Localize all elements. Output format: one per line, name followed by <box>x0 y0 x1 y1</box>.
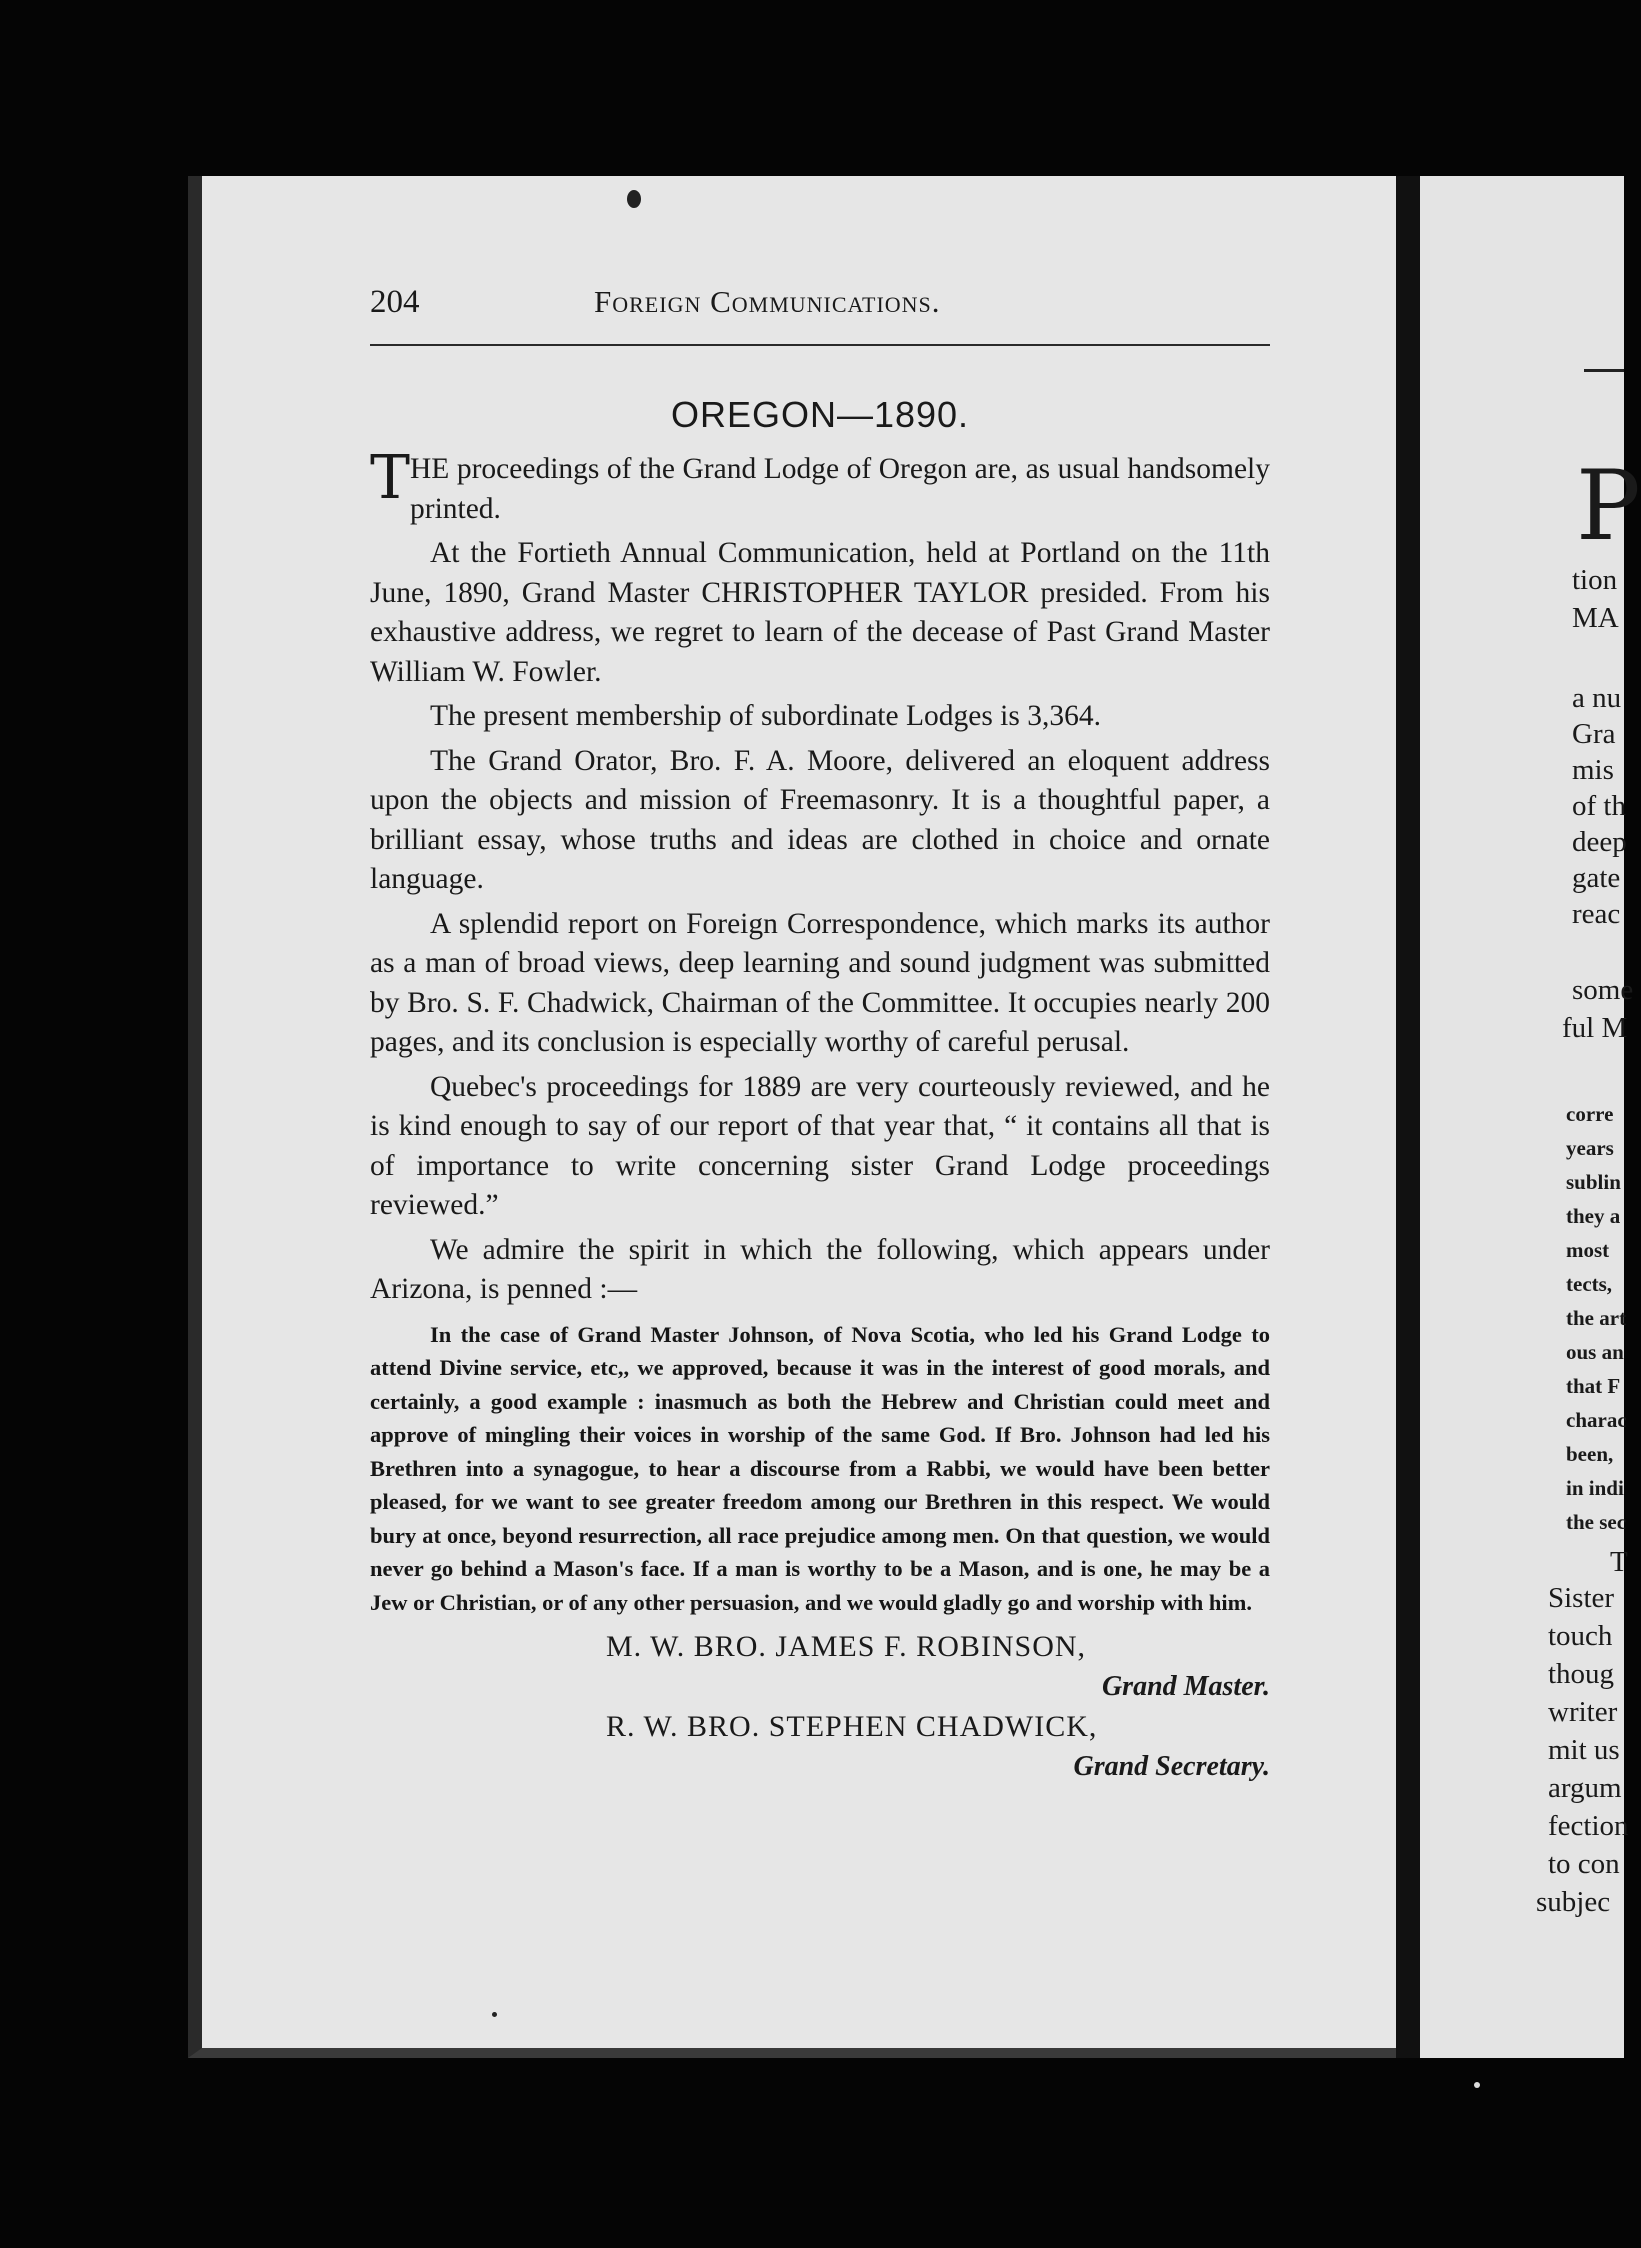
signature-role: Grand Secretary. <box>1073 1751 1270 1782</box>
drop-cap: T <box>370 443 411 513</box>
running-head: Foreign Communications. <box>594 284 941 319</box>
text-fragment: ful M <box>1562 1012 1628 1044</box>
text-fragment: corre <box>1566 1102 1614 1126</box>
text-fragment: ous an <box>1566 1340 1624 1364</box>
text-fragment: subjec <box>1536 1886 1611 1918</box>
article-title: OREGON—1890. <box>670 394 970 435</box>
text-fragment: mit us <box>1548 1734 1620 1766</box>
signature-role-row <box>370 1747 1270 1787</box>
header-rule <box>1584 369 1624 372</box>
text-fragment: of th <box>1572 790 1626 822</box>
text-fragment: a nu <box>1572 682 1622 714</box>
signature-name: M. W. BRO. JAMES F. ROBINSON, <box>606 1630 1087 1663</box>
text-fragment: the sec <box>1566 1510 1627 1534</box>
text-fragment: the art <box>1566 1306 1627 1330</box>
ink-speck <box>492 2012 497 2017</box>
right-page-fragment <box>1420 176 1641 2058</box>
text-fragment: argum <box>1548 1772 1622 1804</box>
signature-role: Grand Master. <box>1101 1671 1270 1702</box>
text-fragment: years <box>1566 1136 1614 1160</box>
paragraph: The Grand Orator, Bro. F. A. Moore, delivered an eloquent address upon the objects and mission of Freemasonry. It is a thoughtful paper, a brilliant essay, whose truths and ideas are clothed in choice and ornate language. <box>370 744 1270 895</box>
text-fragment: MA <box>1572 602 1619 634</box>
signature-name-row <box>370 1707 1270 1747</box>
paragraph: The present membership of subordinate Lodges is 3,364. <box>430 700 1101 732</box>
text-fragment: Sister <box>1548 1582 1615 1614</box>
opening-text: HE proceedings of the Grand Lodge of Oregon are, as usual handsomely printed. <box>410 453 1270 525</box>
page-content <box>370 284 1270 1787</box>
paragraph: We admire the spirit in which the following, which appears under Arizona, is penned :— <box>370 1233 1270 1305</box>
text-fragment: thoug <box>1548 1658 1615 1690</box>
text-fragment: T <box>1610 1546 1628 1578</box>
text-fragment: deep <box>1572 826 1627 858</box>
paragraph: At the Fortieth Annual Communication, held at Portland on the 11th June, 1890, Grand Master CHRISTOPHER TAYLOR presided. From his exhaustive address, we regret to learn of the decease of Past Grand Master William W. Fowler. <box>370 537 1270 688</box>
text-fragment: they a <box>1566 1204 1621 1228</box>
text-fragment: gate <box>1572 862 1621 894</box>
text-fragment: charac <box>1566 1408 1627 1432</box>
text-fragment: most <box>1566 1238 1610 1262</box>
text-fragment: writer <box>1548 1696 1618 1728</box>
block-quote: In the case of Grand Master Johnson, of Nova Scotia, who led his Grand Lodge to attend Divine service, etc,, we approved, because it was in the interest of good morals, and certainly, a good example : inasmuch as both the Hebrew and Christian could meet and approve of mingling their voices in worship of the same God. If Bro. Johnson had led his Brethren into a synagogue, to hear a discourse from a Rabbi, we would have been better pleased, for we want to see greater freedom among our Brethren in this respect. We would bury at once, beyond resurrection, all race prejudice among men. On that question, we would never go behind a Mason's face. If a man is worthy to be a Mason, and is one, he may be a Jew or Christian, or of any other persuasion, and we would gladly go and worship with him. <box>370 1321 1270 1615</box>
text-fragment: Gra <box>1572 718 1616 750</box>
book-gutter <box>1396 176 1420 2058</box>
text-fragment: to con <box>1548 1848 1620 1880</box>
dust-speck <box>1474 2082 1480 2088</box>
signature-role-row <box>370 1667 1270 1707</box>
opening-paragraph <box>370 443 1270 529</box>
page-header <box>370 284 1270 346</box>
drop-cap: P <box>1576 450 1641 562</box>
text-fragment: tion <box>1572 564 1618 596</box>
text-fragment: mis <box>1572 754 1614 786</box>
text-fragment: in indi <box>1566 1476 1624 1500</box>
text-fragment: reac <box>1572 898 1621 930</box>
signature-name-row <box>370 1627 1270 1667</box>
paragraph: A splendid report on Foreign Correspondence, which marks its author as a man of broad views, deep learning and sound judgment was submitted by Bro. S. F. Chadwick, Chairman of the Committee. It occupies nearly 200 pages, and its conclusion is especially worthy of careful perusal. <box>370 907 1270 1058</box>
signature-name: R. W. BRO. STEPHEN CHADWICK, <box>606 1710 1098 1743</box>
text-fragment: been, <box>1566 1442 1614 1466</box>
text-fragment: some <box>1572 974 1634 1006</box>
page-number: 204 <box>370 284 420 320</box>
text-fragment: touch <box>1548 1620 1613 1652</box>
text-fragment: tects, <box>1566 1272 1613 1296</box>
text-fragment: sublin <box>1566 1170 1621 1194</box>
left-page <box>188 176 1408 2058</box>
paragraph: Quebec's proceedings for 1889 are very courteously reviewed, and he is kind enough to say of our report of that year that, “ it contains all that is of importance to write concerning sister Grand Lodge proceedings reviewed.” <box>370 1070 1270 1221</box>
text-fragment: fection <box>1548 1810 1629 1842</box>
ink-blot <box>627 190 641 208</box>
text-fragment: that F <box>1566 1374 1621 1398</box>
